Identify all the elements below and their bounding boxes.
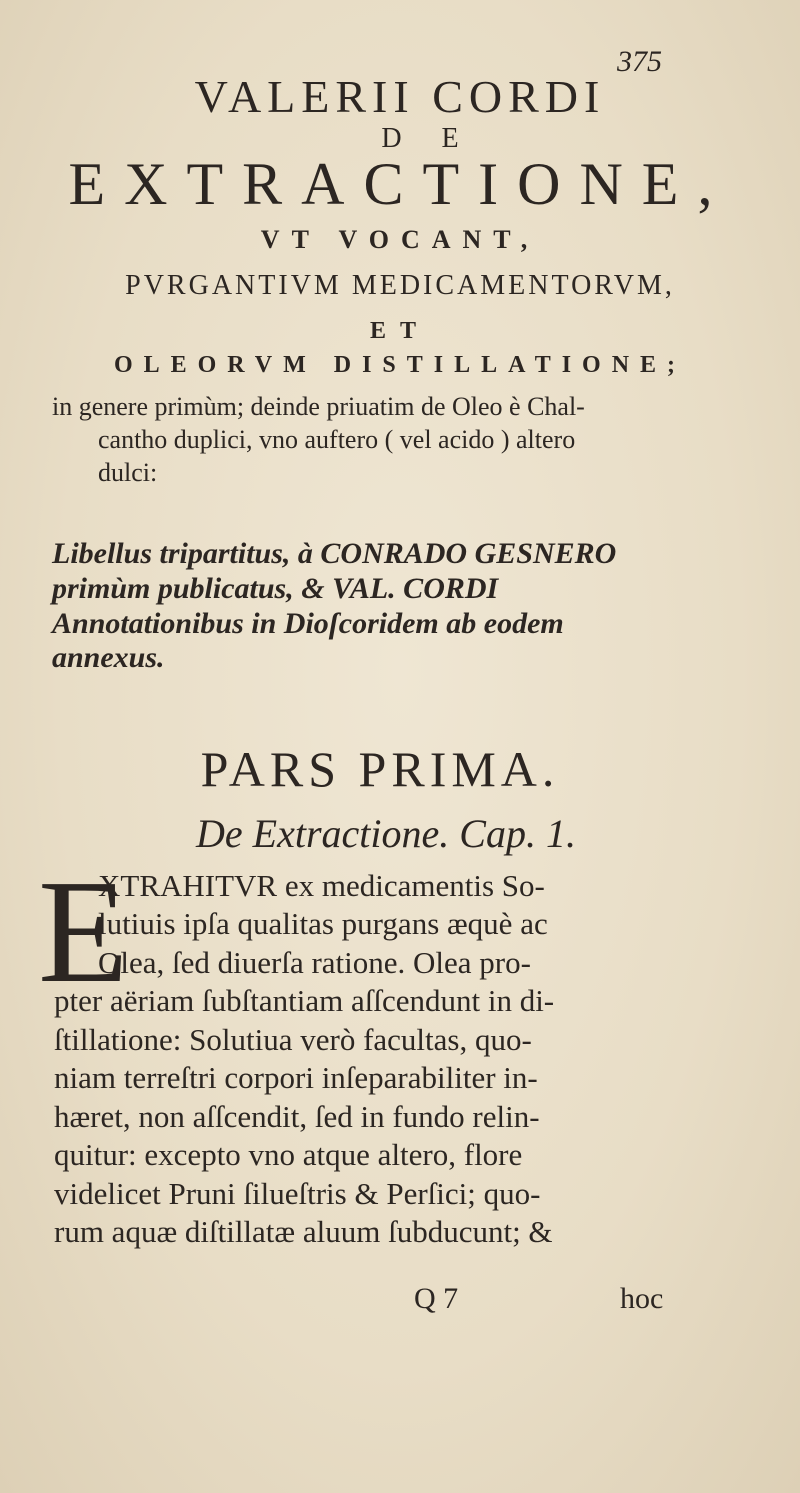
title-line-vt-vocant: VT VOCANT, <box>260 225 540 254</box>
title-line-oleorum: OLEORVM DISTILLATIONE; <box>113 352 687 378</box>
attribution-line: primùm publicatus, & VAL. CORDI <box>52 571 499 605</box>
catchword: hoc <box>620 1282 664 1315</box>
body-line: Olea, ſed diuerſa ratione. Olea pro- <box>98 944 531 980</box>
title-line-de: DE <box>381 123 499 154</box>
body-line: videlicet Pruni ſilueſtris & Perſici; quo- <box>54 1175 541 1211</box>
attribution-line: Libellus tripartitus, à CONRADO GESNERO <box>52 537 617 570</box>
body-line: lutiuis ipſa qualitas purgans æquè ac <box>98 906 548 942</box>
title-line-author: VALERII CORDI <box>194 71 606 122</box>
signature-mark: Q 7 <box>414 1282 459 1315</box>
subtitle-line: dulci: <box>98 458 158 488</box>
subtitle-line: cantho duplici, vno auftero ( vel acido ) altero <box>98 425 576 455</box>
subtitle-line: in genere primùm; deinde priuatim de Oleo è Chal- <box>52 392 585 421</box>
page-number: 375 <box>617 45 662 78</box>
body-paragraph <box>54 867 674 1251</box>
attribution-line: annexus. <box>52 641 165 675</box>
attribution-paragraph <box>52 537 692 676</box>
body-line: niam terreſtri corpori inſeparabiliter in- <box>54 1060 538 1096</box>
body-line: hæret, non aſſcendit, ſed in fundo relin- <box>54 1098 540 1134</box>
body-line: rum aquæ diſtillatæ aluum ſubducunt; & <box>54 1213 553 1249</box>
title-line-et: ET <box>369 318 430 344</box>
body-line: pter aëriam ſubſtantiam aſſcendunt in di- <box>54 983 555 1019</box>
body-line: ſtillatione: Solutiua verò facultas, quo- <box>54 1021 532 1057</box>
body-line: quitur: excepto vno atque altero, flore <box>54 1137 523 1173</box>
part-heading: PARS PRIMA. <box>200 741 560 797</box>
attribution-line: Annotationibus in Dioſcoridem ab eodem <box>52 606 564 640</box>
body-line: XTRAHITVR ex medicamentis So- <box>98 868 545 903</box>
title-line-purgantium: PVRGANTIVM MEDICAMENTORVM, <box>125 270 675 301</box>
chapter-heading: De Extractione. Cap. 1. <box>196 811 576 856</box>
subtitle-paragraph <box>52 390 692 489</box>
title-line-extractione: EXTRACTIONE, <box>68 151 732 217</box>
drop-initial: E <box>38 850 129 1014</box>
